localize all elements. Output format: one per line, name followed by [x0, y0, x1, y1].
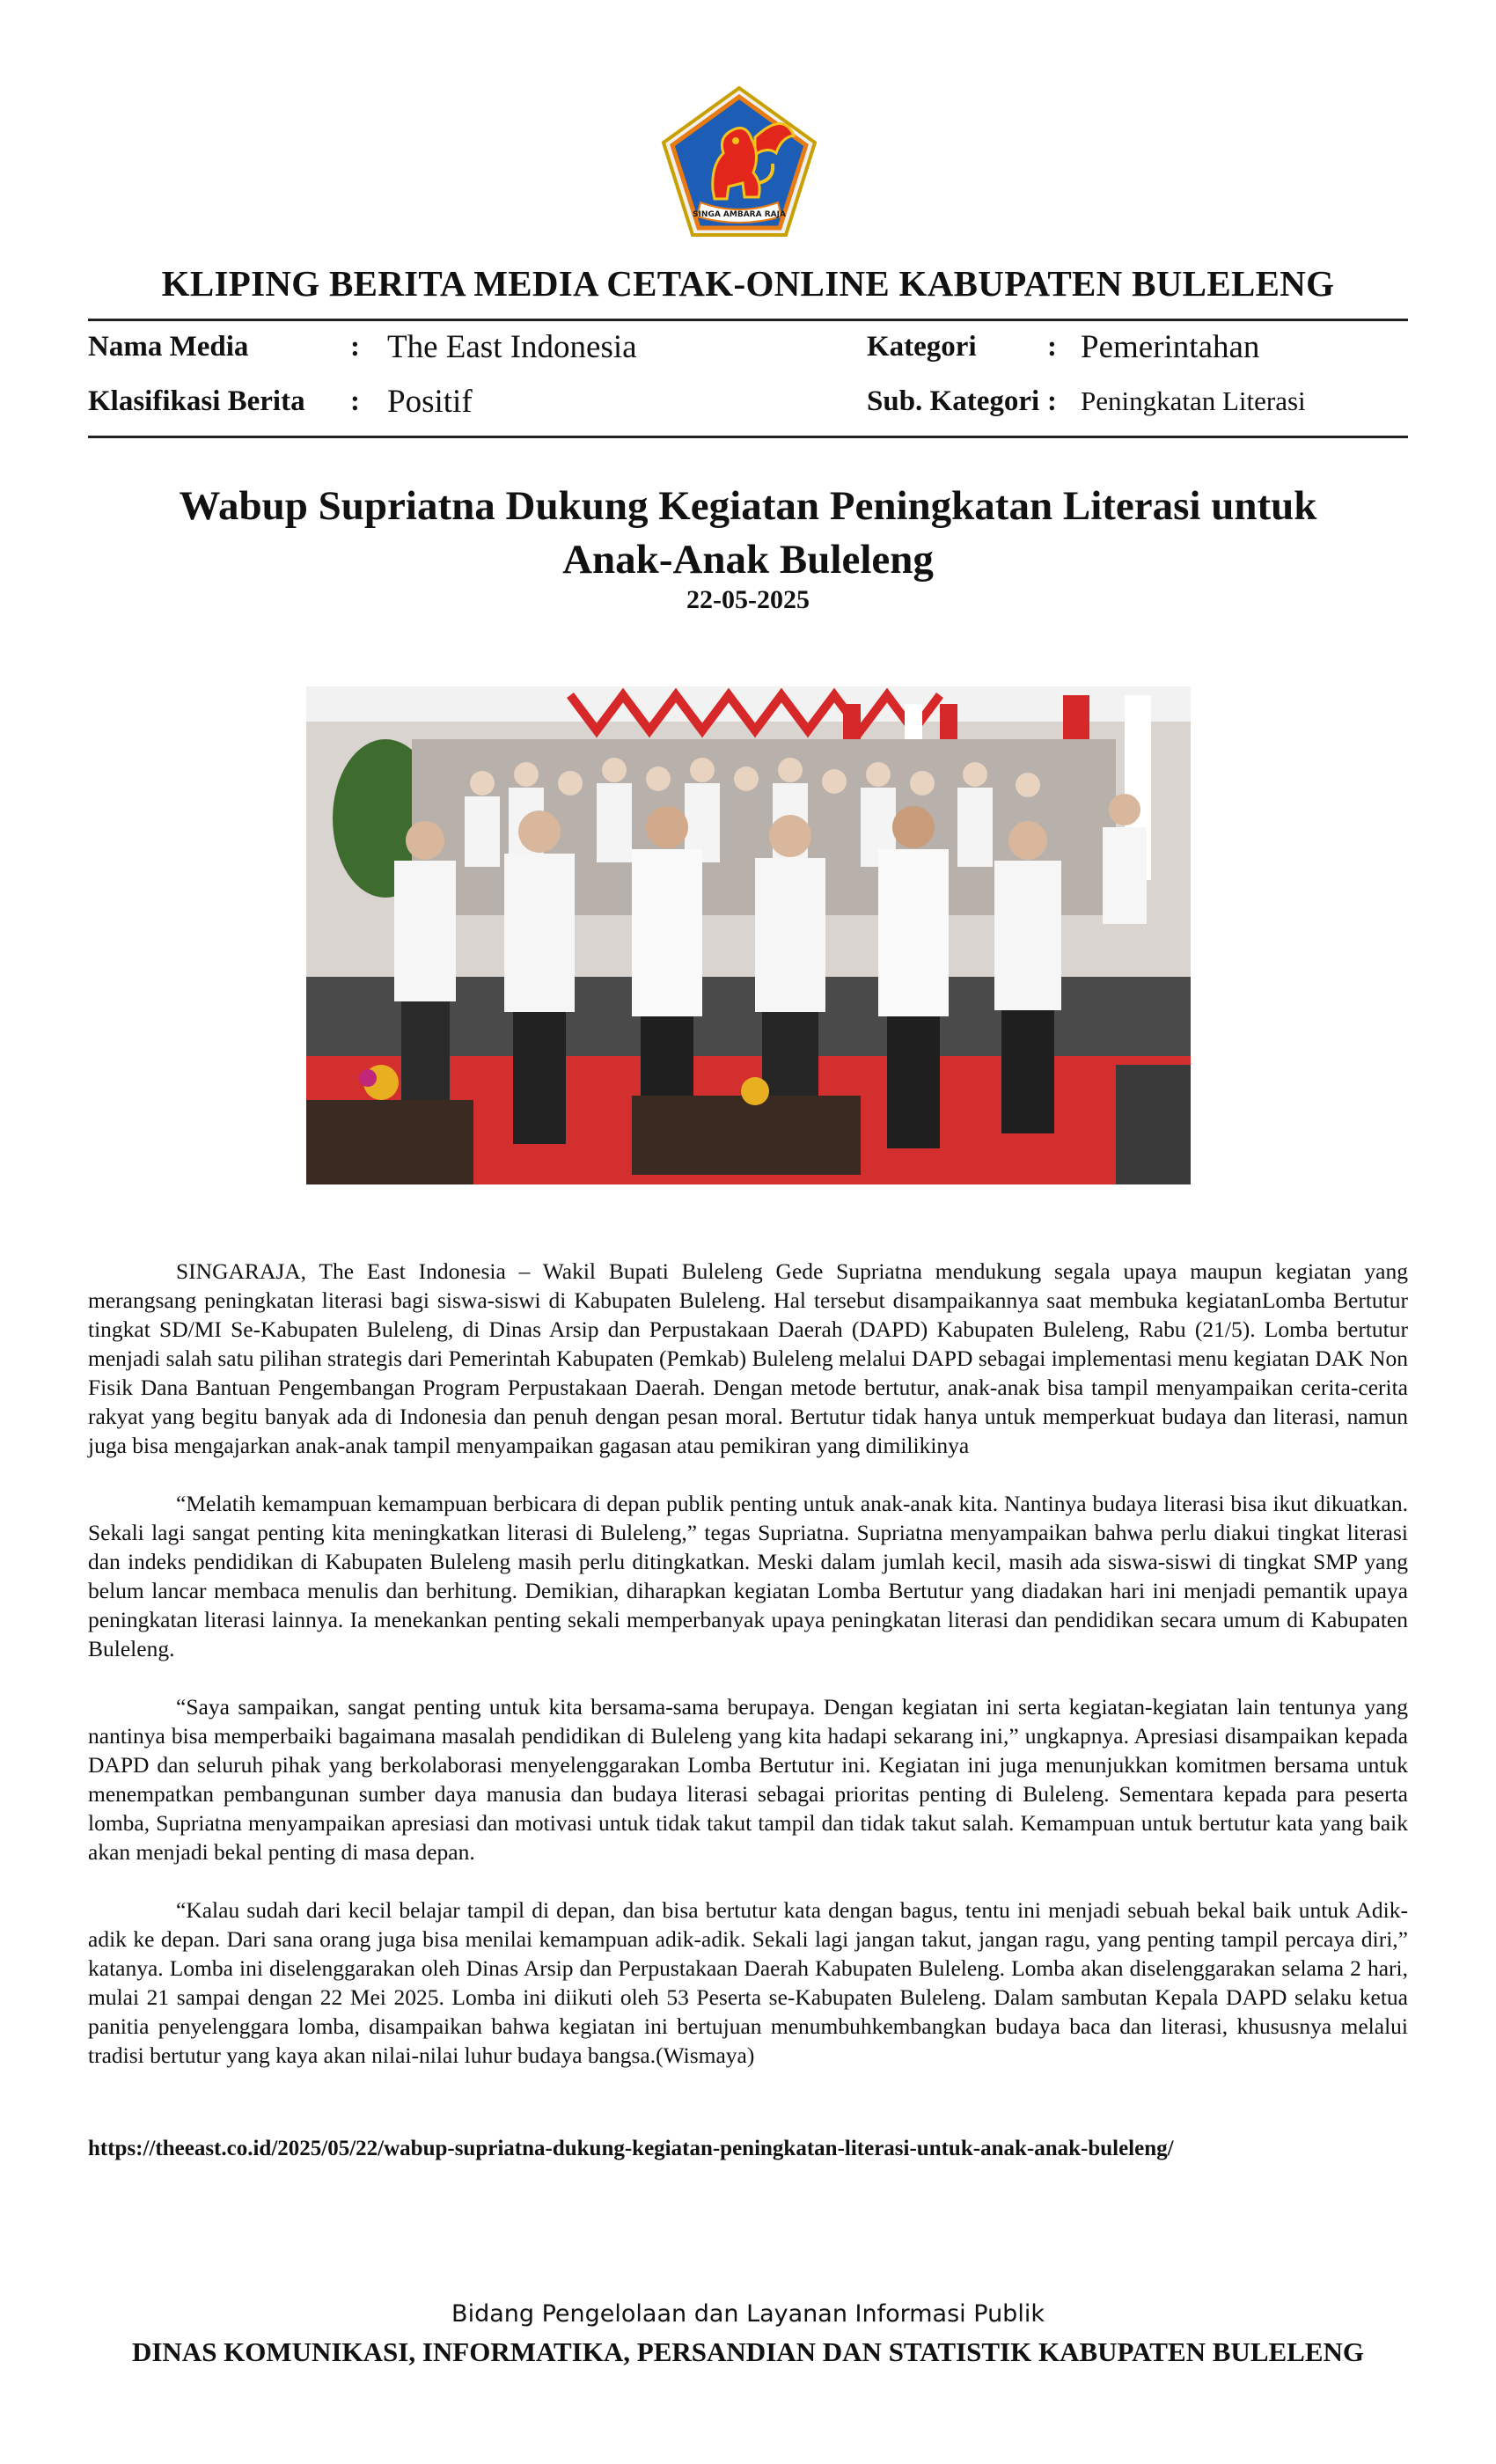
- divider-bottom: [88, 436, 1408, 438]
- article-date: 22-05-2025: [686, 585, 810, 614]
- subcategory-value: Peningkatan Literasi: [1081, 385, 1306, 416]
- divider-top: [88, 319, 1408, 321]
- classification-value: Positif: [387, 384, 473, 420]
- article-body: [88, 1257, 1408, 2099]
- article-paragraph-1: SINGARAJA, The East Indonesia – Wakil Bupati Buleleng Gede Supriatna mendukung segala upaya maupun kegiatan yang merangsang peningkatan literasi bagi siswa-siswi di Kabupaten Buleleng. Hal tersebut disampaikannya saat membuka kegiatanLomba Bertutur tingkat SD/MI Se-Kabupaten Buleleng, di Dinas Arsip dan Perpustakaan Daerah (DAPD) Kabupaten Buleleng, Rabu (21/5). Lomba bertutur menjadi salah satu pilihan strategis dari Pemerintah Kabupaten (Pemkab) Buleleng melalui DAPD sebagai implementasi menu kegiatan DAK Non Fisik Dana Bantuan Pengembangan Program Perpustakaan Daerah. Dengan metode bertutur, anak-anak bisa tampil menyampaikan cerita-cerita rakyat yang begitu banyak ada di Indonesia dan penuh dengan pesan moral. Bertutur tidak hanya untuk memperkuat budaya dan literasi, namun juga bisa mengajarkan anak-anak tampil menyampaikan gagasan atau pemikiran yang dimilikinya: [88, 1258, 1408, 1458]
- category-value: Pemerintahan: [1081, 329, 1260, 365]
- event-group-photo: [306, 686, 1191, 1184]
- article-paragraph-3: “Saya sampaikan, sangat penting untuk kita bersama-sama berupaya. Dengan kegiatan ini serta kegiatan-kegiatan lain tentunya yang nantinya bisa memperbaiki bagaimana masalah pendidikan di Buleleng yang kita hadapi sekarang ini,” ungkapnya. Apresiasi disampaikan kepada DAPD dan seluruh pihak yang berkolaborasi menyelenggarakan Lomba Bertutur ini. Kegiatan ini juga menunjukkan komitmen bersama untuk menempatkan pembangunan sumber daya manusia dan budaya literasi sebagai prioritas penting di Buleleng. Sementara kepada para peserta lomba, Supriatna menyampaikan apresiasi dan motivasi untuk tidak takut tampil dan tidak takut salah. Kemampuan untuk bertutur kata yang baik akan menjadi bekal penting di masa depan.: [88, 1694, 1408, 1865]
- footer-unit: Bidang Pengelolaan dan Layanan Informasi Publik: [451, 2300, 1045, 2328]
- category-label: Kategori: [867, 331, 977, 363]
- footer-office: DINAS KOMUNIKASI, INFORMATIKA, PERSANDIAN DAN STATISTIK KABUPATEN BULELENG: [131, 2336, 1365, 2367]
- article-paragraph-4: “Kalau sudah dari kecil belajar tampil di depan, dan bisa bertutur kata dengan bagus, tentu ini menjadi sebuah bekal baik untuk Adik-adik ke depan. Dari sana orang juga bisa menilai kemampuan adik-adik. Sekali lagi jangan takut, jangan ragu, yang penting tampil percaya diri,” katanya. Lomba ini diselenggarakan oleh Dinas Arsip dan Perpustakaan Daerah Kabupaten Buleleng. Lomba akan diselenggarakan selama 2 hari, mulai 21 sampai dengan 22 Mei 2025. Lomba ini diikuti oleh 53 Peserta se-Kabupaten Buleleng. Dalam sambutan Kepala DAPD selaku ketua panitia penyelenggara lomba, disampaikan bahwa kegiatan ini bertujuan menumbuhkembangkan budaya baca dan literasi, khususnya melalui tradisi bertutur yang kaya akan nilai-nilai luhur budaya bangsa.(Wismaya): [88, 1897, 1408, 2068]
- article-title: Wabup Supriatna Dukung Kegiatan Peningkatan Literasi untuk Anak-Anak Buleleng: [179, 483, 1317, 583]
- article-paragraph-2: “Melatih kemampuan kemampuan berbicara di depan publik penting untuk anak-anak kita. Nantinya budaya literasi bisa ikut dikuatkan. Sekali lagi sangat penting kita meningkatkan literasi di Buleleng,” tegas Supriatna. Supriatna menyampaikan bahwa perlu diakui tingkat literasi dan indeks pendidikan di Kabupaten Buleleng masih perlu ditingkatkan. Meski dalam jumlah kecil, masih ada siswa-siswi di tingkat SMP yang belum lancar membaca menulis dan berhitung. Demikian, diharapkan kegiatan Lomba Bertutur yang diadakan hari ini menjadi pemantik upaya peningkatan literasi lainnya. Ia menekankan penting sekali memperbanyak upaya peningkatan literasi dan pendidikan secara umum di Kabupaten Buleleng.: [88, 1491, 1408, 1661]
- classification-label: Klasifikasi Berita: [88, 385, 305, 417]
- category-colon: :: [1047, 331, 1057, 363]
- logo-motto: SINGA AMBARA RAJA: [693, 210, 786, 219]
- media-name-value: The East Indonesia: [387, 329, 637, 365]
- source-url-link[interactable]: https://theeast.co.id/2025/05/22/wabup-supriatna-dukung-kegiatan-peningkatan-literasi-untuk-anak-anak-buleleng/: [88, 2137, 1174, 2160]
- document-header-title: KLIPING BERITA MEDIA CETAK-ONLINE KABUPATEN BULELENG: [161, 263, 1335, 304]
- media-name-colon: :: [350, 331, 360, 363]
- buleleng-emblem-logo: [660, 84, 818, 238]
- subcategory-label: Sub. Kategori: [867, 385, 1040, 417]
- subcategory-colon: :: [1047, 385, 1057, 417]
- media-name-label: Nama Media: [88, 331, 249, 363]
- classification-colon: :: [350, 385, 360, 417]
